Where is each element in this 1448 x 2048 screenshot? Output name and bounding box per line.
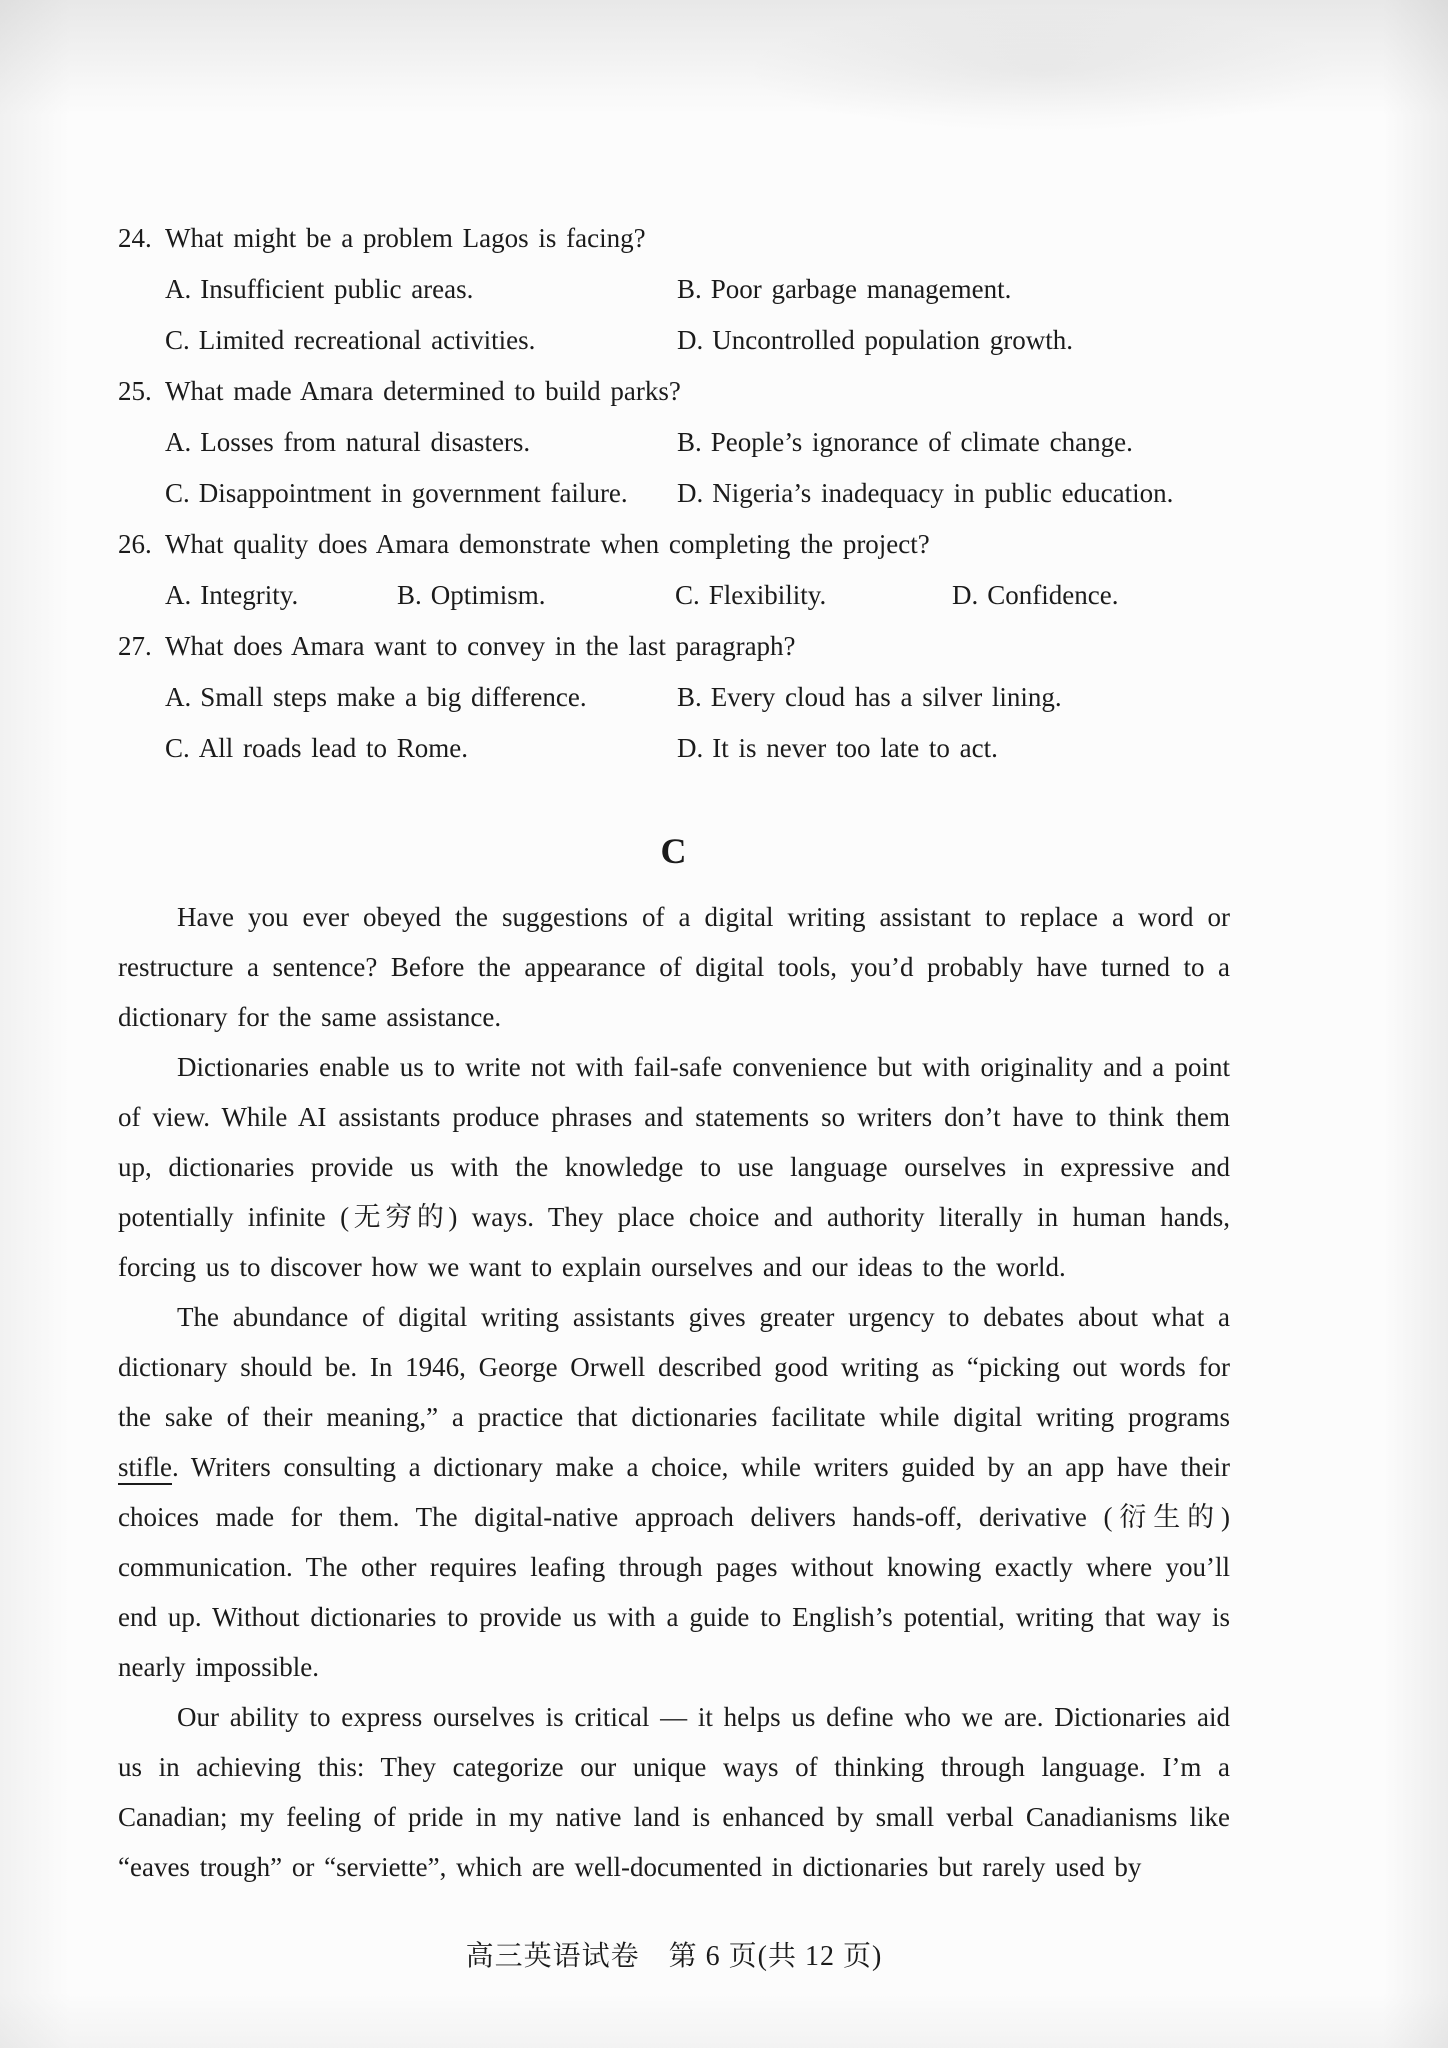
option-27-b	[677, 672, 1230, 723]
option-text: Losses from natural disasters.	[200, 427, 531, 457]
question-number: 27.	[118, 631, 152, 661]
question-line	[118, 366, 1230, 417]
option-26-d	[952, 570, 1230, 621]
option-label: B.	[397, 580, 422, 610]
option-text: Limited recreational activities.	[198, 325, 536, 355]
question-text: What quality does Amara demonstrate when completing the project?	[165, 529, 930, 559]
passage-section	[118, 892, 1230, 1892]
option-text: Flexibility.	[708, 580, 827, 610]
option-text: People’s ignorance of climate change.	[710, 427, 1133, 457]
question-number: 26.	[118, 529, 152, 559]
option-text: Uncontrolled population growth.	[712, 325, 1073, 355]
option-label: C.	[165, 325, 190, 355]
paragraph-3-text-before: The abundance of digital writing assistants gives greater urgency to debates about what a dictionary should be. In 1946, George Orwell described good writing as “picking out words for the sake of their meaning,” a practice that dictionaries facilitate while digital writing programs	[118, 1302, 1230, 1432]
question-27	[118, 621, 1230, 774]
option-label: D.	[677, 325, 704, 355]
option-text: Every cloud has a silver lining.	[710, 682, 1062, 712]
question-line	[118, 213, 1230, 264]
option-26-b	[397, 570, 675, 621]
option-24-c	[165, 315, 677, 366]
passage-paragraph-2: Dictionaries enable us to write not with fail-safe convenience but with originality and a point of view. While AI assistants produce phrases and statements so writers don’t have to think them up, dictionaries provide us with the knowledge to use language ourselves in expressive and potentially infinite (无穷的) ways. They place choice and authority literally in human hands, forcing us to discover how we want to explain ourselves and our ideas to the world.	[118, 1052, 1230, 1282]
question-24	[118, 213, 1230, 366]
option-label: A.	[165, 427, 192, 457]
option-text: Optimism.	[430, 580, 546, 610]
page-content	[118, 0, 1230, 1892]
passage-paragraph-1: Have you ever obeyed the suggestions of a digital writing assistant to replace a word or restructure a sentence? Before the appearance of digital tools, you’d probably have turned to a dictionary for the same assistance.	[118, 902, 1230, 1032]
question-25	[118, 366, 1230, 519]
option-label: D.	[677, 733, 704, 763]
question-26-options	[165, 570, 1230, 621]
underlined-word-stifle: stifle	[118, 1452, 172, 1482]
question-24-options	[165, 264, 1230, 366]
question-line	[118, 519, 1230, 570]
option-label: D.	[952, 580, 979, 610]
option-label: D.	[677, 478, 704, 508]
page-footer: 高三英语试卷 第 6 页(共 12 页)	[465, 1941, 883, 1972]
passage-paragraph-4: Our ability to express ourselves is critical — it helps us define who we are. Dictionaries aid us in achieving this: They categorize our unique ways of thinking through language. I’m a Canadian; my feeling of pride in my native land is enhanced by small verbal Canadianisms like “eaves trough” or “serviette”, which are well-documented in dictionaries but rarely used by	[118, 1702, 1230, 1882]
questions-section	[118, 0, 1230, 774]
option-text: Insufficient public areas.	[200, 274, 474, 304]
question-text: What might be a problem Lagos is facing?	[165, 223, 646, 253]
option-label: A.	[165, 580, 192, 610]
option-25-c	[165, 468, 677, 519]
option-text: Nigeria’s inadequacy in public education.	[712, 478, 1174, 508]
question-text: What does Amara want to convey in the last paragraph?	[165, 631, 796, 661]
option-27-d	[677, 723, 1230, 774]
option-label: B.	[677, 427, 702, 457]
question-27-options	[165, 672, 1230, 774]
option-26-a	[165, 570, 397, 621]
option-25-a	[165, 417, 677, 468]
passage-paragraph-3	[118, 1292, 1230, 1692]
option-label: A.	[165, 682, 192, 712]
option-label: B.	[677, 274, 702, 304]
option-text: Integrity.	[200, 580, 299, 610]
paragraph-3-text-after: . Writers consulting a dictionary make a choice, while writers guided by an app have their choices made for them. The digital-native approach delivers hands-off, derivative (衍生的) communication. The other requires leafing through pages without knowing exactly where you’ll end up. Without dictionaries to provide us with a guide to English’s potential, writing that way is nearly impossible.	[118, 1452, 1230, 1682]
option-text: Confidence.	[987, 580, 1119, 610]
option-text: Disappointment in government failure.	[198, 478, 628, 508]
question-number: 25.	[118, 376, 152, 406]
passage-section-label: C	[660, 831, 688, 871]
option-label: C.	[675, 580, 700, 610]
option-text: Small steps make a big difference.	[200, 682, 587, 712]
option-text: All roads lead to Rome.	[198, 733, 468, 763]
option-text: It is never too late to act.	[712, 733, 998, 763]
option-label: B.	[677, 682, 702, 712]
option-label: C.	[165, 733, 190, 763]
option-27-c	[165, 723, 677, 774]
question-line	[118, 621, 1230, 672]
option-24-b	[677, 264, 1230, 315]
option-27-a	[165, 672, 677, 723]
question-26	[118, 519, 1230, 621]
option-label: C.	[165, 478, 190, 508]
option-24-d	[677, 315, 1230, 366]
option-26-c	[675, 570, 952, 621]
option-25-b	[677, 417, 1230, 468]
option-label: A.	[165, 274, 192, 304]
question-number: 24.	[118, 223, 152, 253]
question-text: What made Amara determined to build parks?	[165, 376, 681, 406]
question-25-options	[165, 417, 1230, 519]
option-24-a	[165, 264, 677, 315]
option-text: Poor garbage management.	[710, 274, 1012, 304]
option-25-d	[677, 468, 1230, 519]
